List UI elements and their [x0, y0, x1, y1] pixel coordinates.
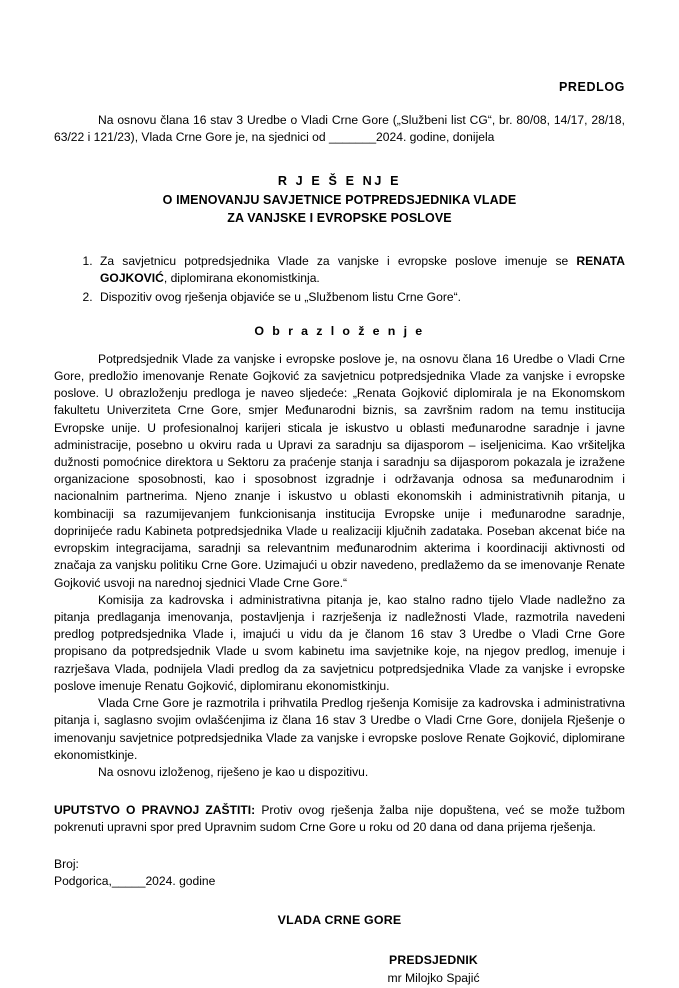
explanation-paragraph: Komisija za kadrovska i administrativna pitanja je, kao stalno radno tijelo Vlade nadležno za pitanja predlaganja imenovanja, postavljenja i razrješenja iz nadležnosti Vlade, razmotrila navedeni predlog potpredsjednika Vlade i, imajući u vidu da je članom 16 stav 3 Uredbe o Vladi Crne Gore propisano da potpredsjednik Vlade u svom kabinetu ima savjetnike koje, na njegov predlog, imenuje i razrješava Vlada, podnijela Vladi predlog da za savjetnicu potpredsjednika Vlade za vanjske i evropske poslove imenuje Renatu Gojković, diplomiranu ekonomistkinju.	[54, 592, 625, 693]
explanation-heading: O b r a z l o ž e n j e	[254, 323, 425, 338]
explanation-body	[54, 351, 625, 781]
appointee-name: RENATA GOJKOVIĆ	[100, 254, 625, 286]
legal-remedy-heading: UPUTSTVO O PRAVNOJ ZAŠTITI:	[54, 803, 256, 818]
signature-organization: VLADA CRNE GORE	[277, 912, 402, 927]
decision-title-block	[54, 172, 625, 227]
explanation-paragraph: Na osnovu izloženog, riješeno je kao u dispozitivu.	[98, 764, 369, 779]
signature-block	[54, 951, 625, 988]
decision-title-subline-2: ZA VANJSKE I EVROPSKE POSLOVE	[227, 211, 452, 226]
decision-title-main: R J E Š E NJ E	[277, 174, 402, 189]
decision-title-subline-1: O IMENOVANJU SAVJETNICE POTPREDSJEDNIKA VLADE	[162, 192, 517, 207]
document-number-label: Broj:	[54, 856, 79, 871]
explanation-paragraph: Potpredsjednik Vlade za vanjske i evropske poslove je, na osnovu člana 16 Uredbe o Vladi Crne Gore, predložio imenovanje Renate Gojković za savjetnicu potpredsjednika Vlade za vanjske i evropske poslove. U obrazloženju predloga je naveo sljedeće: „Renata Gojković diplomirala je na Ekonomskom fakultetu Univerziteta Crne Gore, smjer Međunarodni biznis, sa završnim radom na temu institucija Evropske unije. U profesionalnoj karijeri sticala je iskustvo u oblasti međunarodne saradnje i javne administracije, posebno u okviru rada u Upravi za saradnju sa dijasporom – iseljenicima. Kao vršiteljka dužnosti pomoćnice direktora u Sektoru za praćenje stanja i saradnju sa dijasporom pokazala je izražene organizacione sposobnosti, kao i sposobnost izgradnje i održavanja odnosa sa međunarodnim i nacionalnim partnerima. Njeno znanje i iskustvo u oblasti ekonomskih i administrativnih pitanja, u kombinaciji sa razumijevanjem funkcionisanja institucija Evropske unije i međunarodne saradnje, doprinijeće radu Kabineta potpredsjednika Vlade u realizaciji ključnih zadataka. Poseban akcenat biće na evropskim integracijama, saradnji sa relevantnim međunarodnim akterima i koordinaciji aktivnosti od značaja za vanjsku politiku Crne Gore. Uzimajući u obzir navedeno, predlažemo da se imenovanje Renate Gojković usvoji na narednoj sjednici Vlade Crne Gore.“	[54, 351, 625, 590]
document-status-label: PREDLOG	[558, 80, 625, 94]
footer-meta	[54, 856, 625, 890]
list-item	[96, 289, 625, 306]
legal-remedy-notice	[54, 802, 625, 836]
preamble-paragraph: Na osnovu člana 16 stav 3 Uredbe o Vladi Crne Gore („Službeni list CG“, br. 80/08, 14/17, 28/18, 63/22 i 121/23), Vlada Crne Gore je, na sjednici od _______2024. godine, donijela	[54, 113, 625, 145]
legal-remedy-text: Protiv ovog rješenja žalba nije dopuštena, već se može tužbom pokrenuti upravni spor pred Upravnim sudom Crne Gore u roku od 20 dana od dana prijema rješenja.	[54, 803, 625, 835]
dispositive-item-text-before: Dispozitiv ovog rješenja objaviće se u „Službenom listu Crne Gore“.	[100, 289, 461, 304]
list-item	[96, 253, 625, 287]
signature-role: PREDSJEDNIK	[389, 952, 478, 967]
dispositive-item-text-before: Za savjetnicu potpredsjednika Vlade za vanjske i evropske poslove imenuje se	[100, 254, 577, 269]
dispositive-list	[54, 253, 625, 306]
signature-name: mr Milojko Spajić	[387, 971, 480, 986]
place-and-date: Podgorica,_____2024. godine	[54, 873, 216, 888]
dispositive-item-text-after: , diplomirana ekonomistkinja.	[163, 271, 320, 286]
explanation-paragraph: Vlada Crne Gore je razmotrila i prihvatila Predlog rješenja Komisije za kadrovska i administrativna pitanja i, saglasno svojim ovlašćenjima iz člana 16 stav 3 Uredbe o Vladi Crne Gore, donijela Rješenje o imenovanju savjetnice potpredsjednika Vlade za vanjske i evropske poslove Renate Gojković, diplomirane ekonomistkinje.	[54, 696, 625, 762]
